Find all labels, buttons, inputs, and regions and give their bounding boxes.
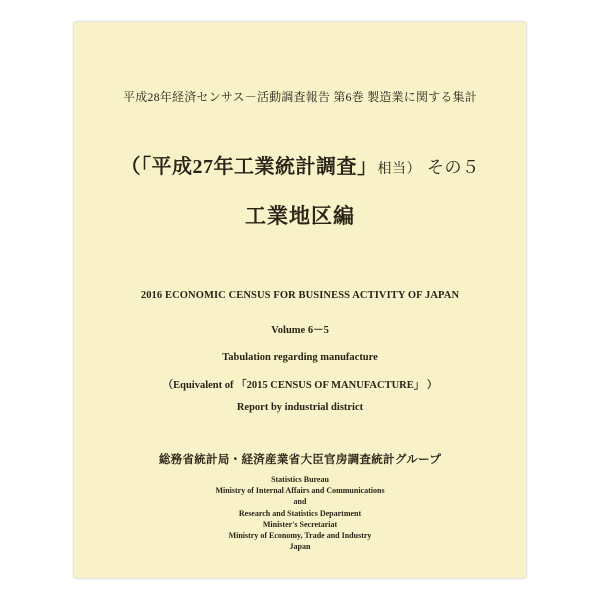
report-title: 工業地区編 [245, 204, 355, 228]
report-cover [74, 22, 526, 578]
publisher-line: Ministry of Internal Affairs and Communications [215, 486, 385, 496]
publisher-line: Research and Statistics Department [238, 508, 362, 518]
english-volume: Volume 6－5 [271, 325, 329, 336]
equivalent-subtitle [74, 150, 526, 179]
japanese-publisher: 総務省統計局・経済産業省大臣官房調査統計グループ [158, 454, 442, 466]
publisher-line: Japan [289, 542, 311, 552]
publisher-line: and [293, 497, 307, 507]
english-equivalent: （Equivalent of 「2015 CENSUS OF MANUFACTURE」 ） [162, 380, 438, 391]
series-title: 平成28年経済センサス－活動調査報告 第6巻 製造業に関する集計 [123, 90, 477, 104]
publisher-line: Statistics Bureau [271, 475, 329, 484]
equivalent-survey-name: （「平成27年工業統計調査」 [120, 156, 378, 178]
english-report-title: Report by industrial district [236, 402, 364, 413]
publisher-line: Ministry of Economy, Trade and Industry [228, 531, 372, 541]
equivalent-suffix: 相当） [377, 162, 421, 177]
publisher-block [74, 474, 526, 552]
english-title: 2016 ECONOMIC CENSUS FOR BUSINESS ACTIVITY OF JAPAN [140, 290, 460, 301]
part-number: その５ [427, 158, 480, 177]
english-tabulation: Tabulation regarding manufacture [222, 352, 378, 363]
publisher-line: Minister's Secretariat [262, 519, 338, 529]
